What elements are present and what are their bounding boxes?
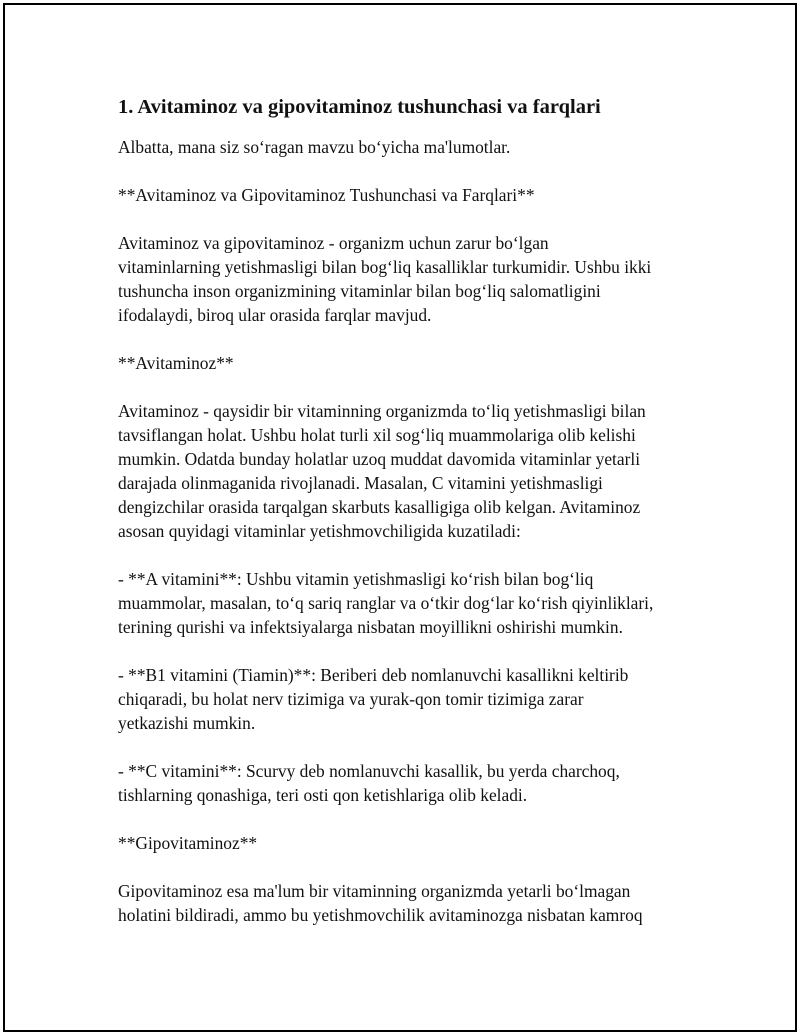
text-line: asosan quyidagi vitaminlar yetishmovchiligida kuzatiladi:: [118, 521, 521, 541]
bullet-vitamin-b1: [118, 663, 688, 735]
text-line: vitaminlarning yetishmasligi bilan bog‘liq kasalliklar turkumidir. Ushbu ikki: [118, 257, 652, 277]
text-line: tishlarning qonashiga, teri osti qon ketishlariga olib keladi.: [118, 785, 528, 805]
text-line: Gipovitaminoz esa ma'lum bir vitaminning organizmda yetarli bo‘lmagan: [118, 881, 631, 901]
intro-paragraph: Albatta, mana siz so‘ragan mavzu bo‘yicha ma'lumotlar.: [118, 137, 511, 157]
text-line: tavsiflangan holat. Ushbu holat turli xil sog‘liq muammolariga olib kelishi: [118, 425, 636, 445]
text-line: holatini bildiradi, ammo bu yetishmovchilik avitaminozga nisbatan kamroq: [118, 905, 643, 925]
text-line: mumkin. Odatda bunday holatlar uzoq muddat davomida vitaminlar yetarli: [118, 449, 641, 469]
text-line: ifodalaydi, biroq ular orasida farqlar mavjud.: [118, 305, 432, 325]
bullet-vitamin-c: [118, 759, 688, 807]
text-line: tushuncha inson organizmining vitaminlar bilan bog‘liq salomatligini: [118, 281, 601, 301]
text-line: Avitaminoz va gipovitaminoz - organizm uchun zarur bo‘lgan: [118, 233, 549, 253]
text-line: - **C vitamini**: Scurvy deb nomlanuvchi kasallik, bu yerda charchoq,: [118, 761, 620, 781]
document-body: [118, 93, 688, 951]
text-line: Avitaminoz - qaysidir bir vitaminning organizmda to‘liq yetishmasligi bilan: [118, 401, 646, 421]
text-line: dengizchilar orasida tarqalgan skarbuts kasalligiga olib kelgan. Avitaminoz: [118, 497, 641, 517]
text-line: chiqaradi, bu holat nerv tizimiga va yurak-qon tomir tizimiga zarar: [118, 689, 584, 709]
document-heading: 1. Avitaminoz va gipovitaminoz tushunchasi va farqlari: [118, 96, 601, 118]
text-line: - **A vitamini**: Ushbu vitamin yetishmasligi ko‘rish bilan bog‘liq: [118, 569, 594, 589]
title-line: **Avitaminoz va Gipovitaminoz Tushunchasi va Farqlari**: [118, 185, 535, 205]
section-heading-gipovitaminoz: **Gipovitaminoz**: [118, 833, 258, 853]
bullet-vitamin-a: [118, 567, 688, 639]
definition-paragraph: [118, 231, 688, 327]
section-heading-avitaminoz: **Avitaminoz**: [118, 353, 234, 373]
gipovitaminoz-paragraph: [118, 879, 688, 927]
text-line: muammolar, masalan, to‘q sariq ranglar va o‘tkir dog‘lar ko‘rish qiyinliklari,: [118, 593, 654, 613]
text-line: darajada olinmaganida rivojlanadi. Masalan, C vitamini yetishmasligi: [118, 473, 603, 493]
text-line: yetkazishi mumkin.: [118, 713, 256, 733]
avitaminoz-paragraph: [118, 399, 688, 543]
text-line: - **B1 vitamini (Tiamin)**: Beriberi deb nomlanuvchi kasallikni keltirib: [118, 665, 629, 685]
text-line: terining qurishi va infektsiyalarga nisbatan moyillikni oshirishi mumkin.: [118, 617, 623, 637]
